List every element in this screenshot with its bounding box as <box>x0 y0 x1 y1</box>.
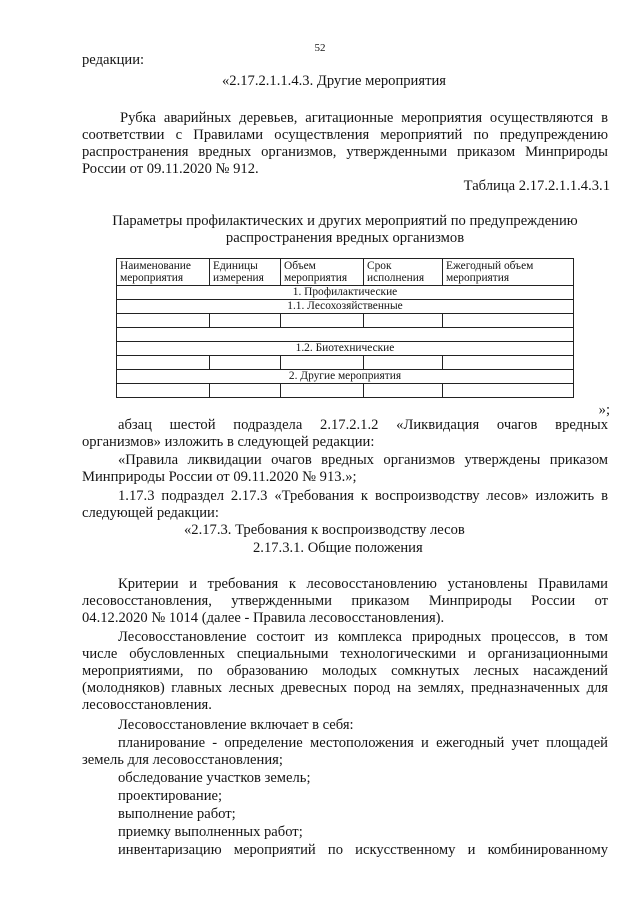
text-line: (молодняков) главных лесных древесных пород на землях, предназначенных для <box>82 680 608 696</box>
section-cell: 1.2. Биотехнические <box>117 342 574 356</box>
table-row <box>117 356 574 370</box>
list-item: планирование - определение местоположения и ежегодный учет площадей <box>118 735 608 751</box>
text-line: лесовосстановления. <box>82 697 212 713</box>
table-title <box>82 213 608 247</box>
parameters-table <box>116 258 574 398</box>
table-cell <box>281 356 364 370</box>
text-line: Лесовосстановление включает в себя: <box>118 717 354 733</box>
table-cell <box>443 384 574 398</box>
text-line: следующей редакции: <box>82 505 219 521</box>
table-cell <box>210 356 281 370</box>
table-row <box>117 328 574 342</box>
table-cell <box>117 356 210 370</box>
text-line: соответствии с Правилами осуществления мероприятий по предупреждению <box>82 127 608 143</box>
text-line: организмов» изложить в следующей редакции: <box>82 434 375 450</box>
column-header: Единицы измерения <box>210 259 281 286</box>
table-cell <box>281 314 364 328</box>
text-line: России от 09.11.2020 № 912. <box>82 161 259 177</box>
table-cell <box>210 384 281 398</box>
section-cell: 1. Профилактические <box>117 286 574 300</box>
text-line: мероприятиями, по образованию молодых сомкнутых лесных насаждений <box>82 663 608 679</box>
text-line: числе обусловленных специальными технологическими и организационными <box>82 646 608 662</box>
table-end-mark: »; <box>598 402 610 418</box>
paragraph <box>82 629 608 714</box>
list-item: приемку выполненных работ; <box>118 824 303 840</box>
text-line: распространения вредных организмов, утвержденными приказом Минприроды <box>82 144 608 160</box>
text-line: Рубка аварийных деревьев, агитационные мероприятия осуществляются в <box>120 110 608 126</box>
table-cell <box>364 356 443 370</box>
table-cell <box>443 314 574 328</box>
column-header: Срок исполнения <box>364 259 443 286</box>
paragraph <box>82 576 608 627</box>
text-line: 1.17.3 подраздел 2.17.3 «Требования к воспроизводству лесов» изложить в <box>118 488 608 504</box>
table-cell <box>281 384 364 398</box>
column-header: Объем мероприятия <box>281 259 364 286</box>
table-row <box>117 300 574 314</box>
list-item: обследование участков земель; <box>118 770 311 786</box>
text-line: редакции: <box>82 52 145 68</box>
table-header-row <box>117 259 574 286</box>
paragraph <box>82 417 608 451</box>
text-line: распространения вредных организмов <box>225 230 465 246</box>
subsection-heading: 2.17.3.1. Общие положения <box>253 540 423 556</box>
table-row <box>117 286 574 300</box>
text-line: «Правила ликвидации очагов вредных организмов утверждены приказом <box>118 452 608 468</box>
text-line: Критерии и требования к лесовосстановлению установлены Правилами <box>118 576 608 592</box>
text-line: Лесовосстановление состоит из комплекса природных процессов, в том <box>118 629 608 645</box>
table-row <box>117 370 574 384</box>
text-line: Минприроды России от 09.11.2020 № 913.»; <box>82 469 357 485</box>
section-heading: «2.17.3. Требования к воспроизводству лесов <box>184 522 465 538</box>
column-header: Ежегодный объем мероприятия <box>443 259 574 286</box>
text-line: Параметры профилактических и других мероприятий по предупреждению <box>112 213 578 229</box>
table-row <box>117 342 574 356</box>
table-row <box>117 314 574 328</box>
list-item: выполнение работ; <box>118 806 236 822</box>
table-cell <box>443 356 574 370</box>
table-cell <box>364 384 443 398</box>
table-cell <box>117 314 210 328</box>
text-line: 04.12.2020 № 1014 (далее - Правила лесовосстановления). <box>82 610 445 626</box>
paragraph <box>82 452 608 486</box>
list-item: проектирование; <box>118 788 223 804</box>
table-cell <box>210 314 281 328</box>
list <box>82 735 608 859</box>
text-line: абзац шестой подраздела 2.17.2.1.2 «Ликвидация очагов вредных <box>118 417 608 433</box>
paragraph <box>82 110 608 178</box>
table-cell <box>364 314 443 328</box>
table-cell <box>117 384 210 398</box>
table-cell <box>117 328 574 342</box>
column-header: Наименование мероприятия <box>117 259 210 286</box>
section-cell: 1.1. Лесохозяйственные <box>117 300 574 314</box>
text-line: лесовосстановления, утвержденными приказом Минприроды России от <box>82 593 608 609</box>
table-label: Таблица 2.17.2.1.1.4.3.1 <box>463 178 610 194</box>
list-item: земель для лесовосстановления; <box>82 752 283 768</box>
section-cell: 2. Другие мероприятия <box>117 370 574 384</box>
list-item: инвентаризацию мероприятий по искусственному и комбинированному <box>118 842 608 858</box>
section-heading: «2.17.2.1.1.4.3. Другие мероприятия <box>222 73 446 89</box>
page-number: 52 <box>314 42 326 54</box>
paragraph <box>82 488 608 522</box>
table-row <box>117 384 574 398</box>
